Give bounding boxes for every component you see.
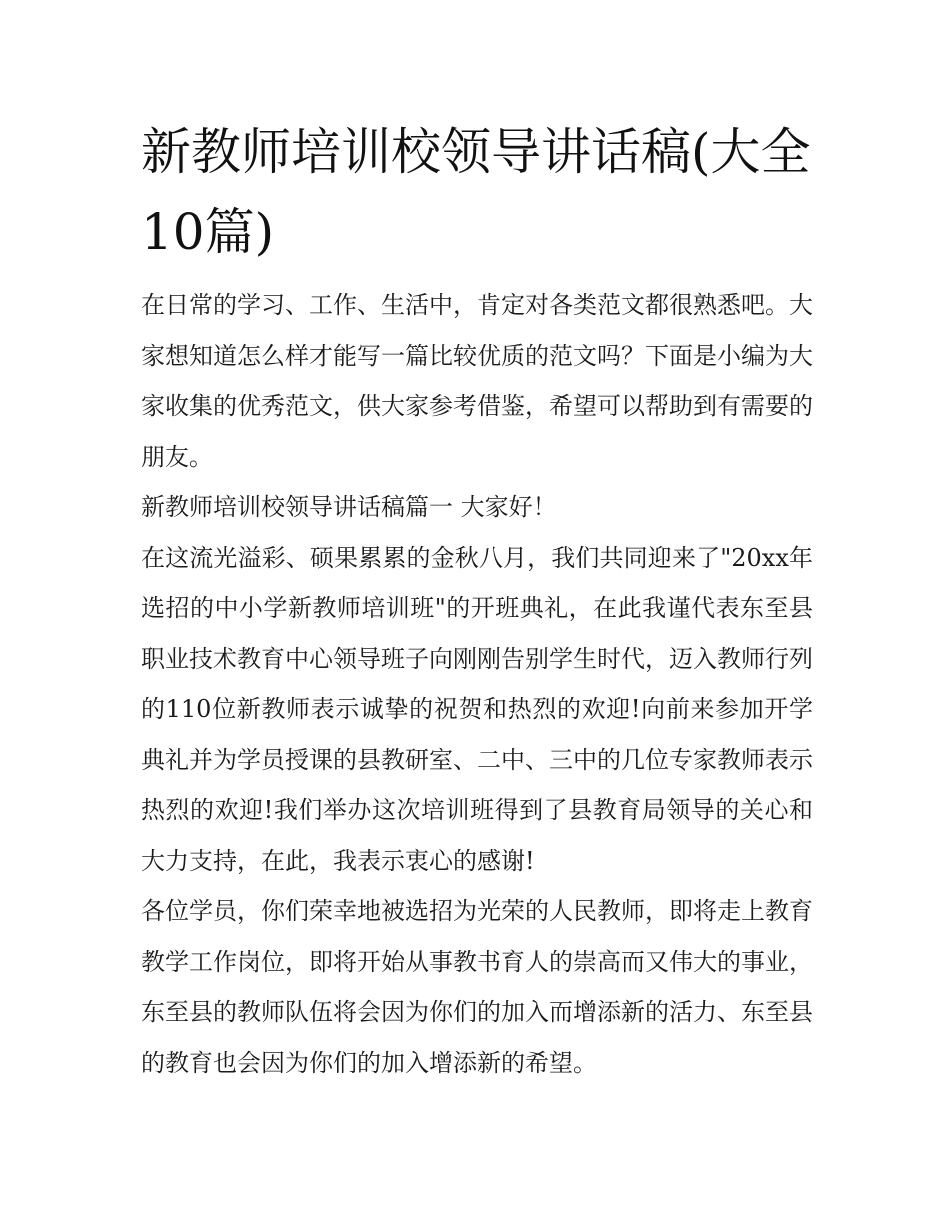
intro-paragraph: 在日常的学习、工作、生活中，肯定对各类范文都很熟悉吧。大家想知道怎么样才能写一篇比较优质的范文吗？下面是小编为大家收集的优秀范文，供大家参考借鉴，希望可以帮助到有需要的朋友。 bbox=[141, 291, 813, 471]
section-heading-paragraph: 新教师培训校领导讲话稿篇一 大家好！ bbox=[141, 493, 557, 521]
trainees-paragraph: 各位学员，你们荣幸地被选招为光荣的人民教师，即将走上教育教学工作岗位，即将开始从事教书育人的崇高而又伟大的事业，东至县的教师队伍将会因为你们的加入而增添新的活力、东至县的教育也会因为你们的加入增添新的希望。 bbox=[141, 897, 813, 1077]
document-body bbox=[141, 280, 813, 1088]
opening-paragraph: 在这流光溢彩、硕果累累的金秋八月，我们共同迎来了"20xx年选招的中小学新教师培训班"的开班典礼，在此我谨代表东至县职业技术教育中心领导班子向刚刚告别学生时代，迈入教师行列的110位新教师表示诚挚的祝贺和热烈的欢迎!向前来参加开学典礼并为学员授课的县教研室、二中、三中的几位专家教师表示热烈的欢迎!我们举办这次培训班得到了县教育局领导的关心和大力支持，在此，我表示衷心的感谢! bbox=[141, 543, 813, 875]
document-title: 新教师培训校领导讲话稿(大全10篇) bbox=[141, 123, 811, 261]
document-content bbox=[141, 112, 813, 1088]
